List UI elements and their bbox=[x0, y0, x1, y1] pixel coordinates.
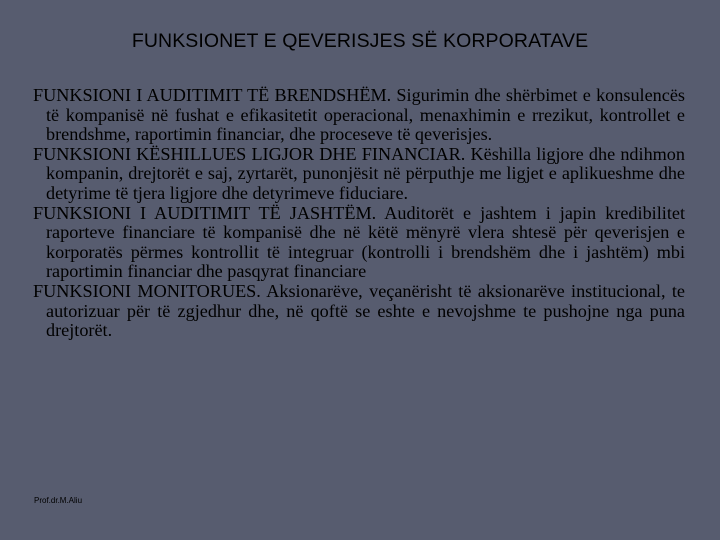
paragraph-internal-audit bbox=[33, 86, 685, 145]
paragraph-text: Sigurimin dhe shërbimet e konsulencës të kompanisë në fushat e efikasitetit operacional, menaxhimin e rrezikut, kontrollet e brendshme, raportimin financiar, dhe proceseve të qeverisjes. bbox=[46, 85, 685, 145]
paragraph-external-audit bbox=[33, 204, 685, 282]
author-footer: Prof.dr.M.Aliu bbox=[34, 496, 83, 505]
paragraph-heading: FUNKSIONI I AUDITIMIT TË JASHTËM. bbox=[33, 202, 377, 223]
paragraph-heading: FUNKSIONI KËSHILLUES LIGJOR DHE FINANCIAR. bbox=[33, 143, 466, 164]
paragraph-monitoring bbox=[33, 282, 685, 341]
slide-body bbox=[33, 86, 685, 341]
paragraph-text: Këshilla ligjore dhe ndihmon kompanin, drejtorët e saj, zyrtarët, punonjësit në përputhje me ligjet e aplikueshme dhe detyrime të tjera ligjore dhe detyrimeve fiduciare. bbox=[46, 143, 685, 203]
paragraph-legal-financial bbox=[33, 145, 685, 204]
paragraph-text: Aksionarëve, veçanërisht të aksionarëve institucional, te autorizuar për të zgjedhur dhe, në qoftë se eshte e nevojshme te pushojne nga puna drejtorët. bbox=[46, 280, 686, 341]
paragraph-heading: FUNKSIONI I AUDITIMIT TË BRENDSHËM. bbox=[33, 85, 392, 105]
paragraph-heading: FUNKSIONI MONITORUES. bbox=[33, 280, 261, 301]
paragraph-text: Auditorët e jashtem i japin kredibilitet raporteve financiare të kompanisë dhe në këtë mënyrë vlera shtesë për qeverisjen e korporatës përmes kontrollit të integruar (kontrolli i brendshëm dhe i jashtëm) mbi raportimin financiar dhe pasqyrat financiare bbox=[46, 202, 685, 282]
slide-title: FUNKSIONET E QEVERISJES SË KORPORATAVE bbox=[131, 30, 589, 52]
